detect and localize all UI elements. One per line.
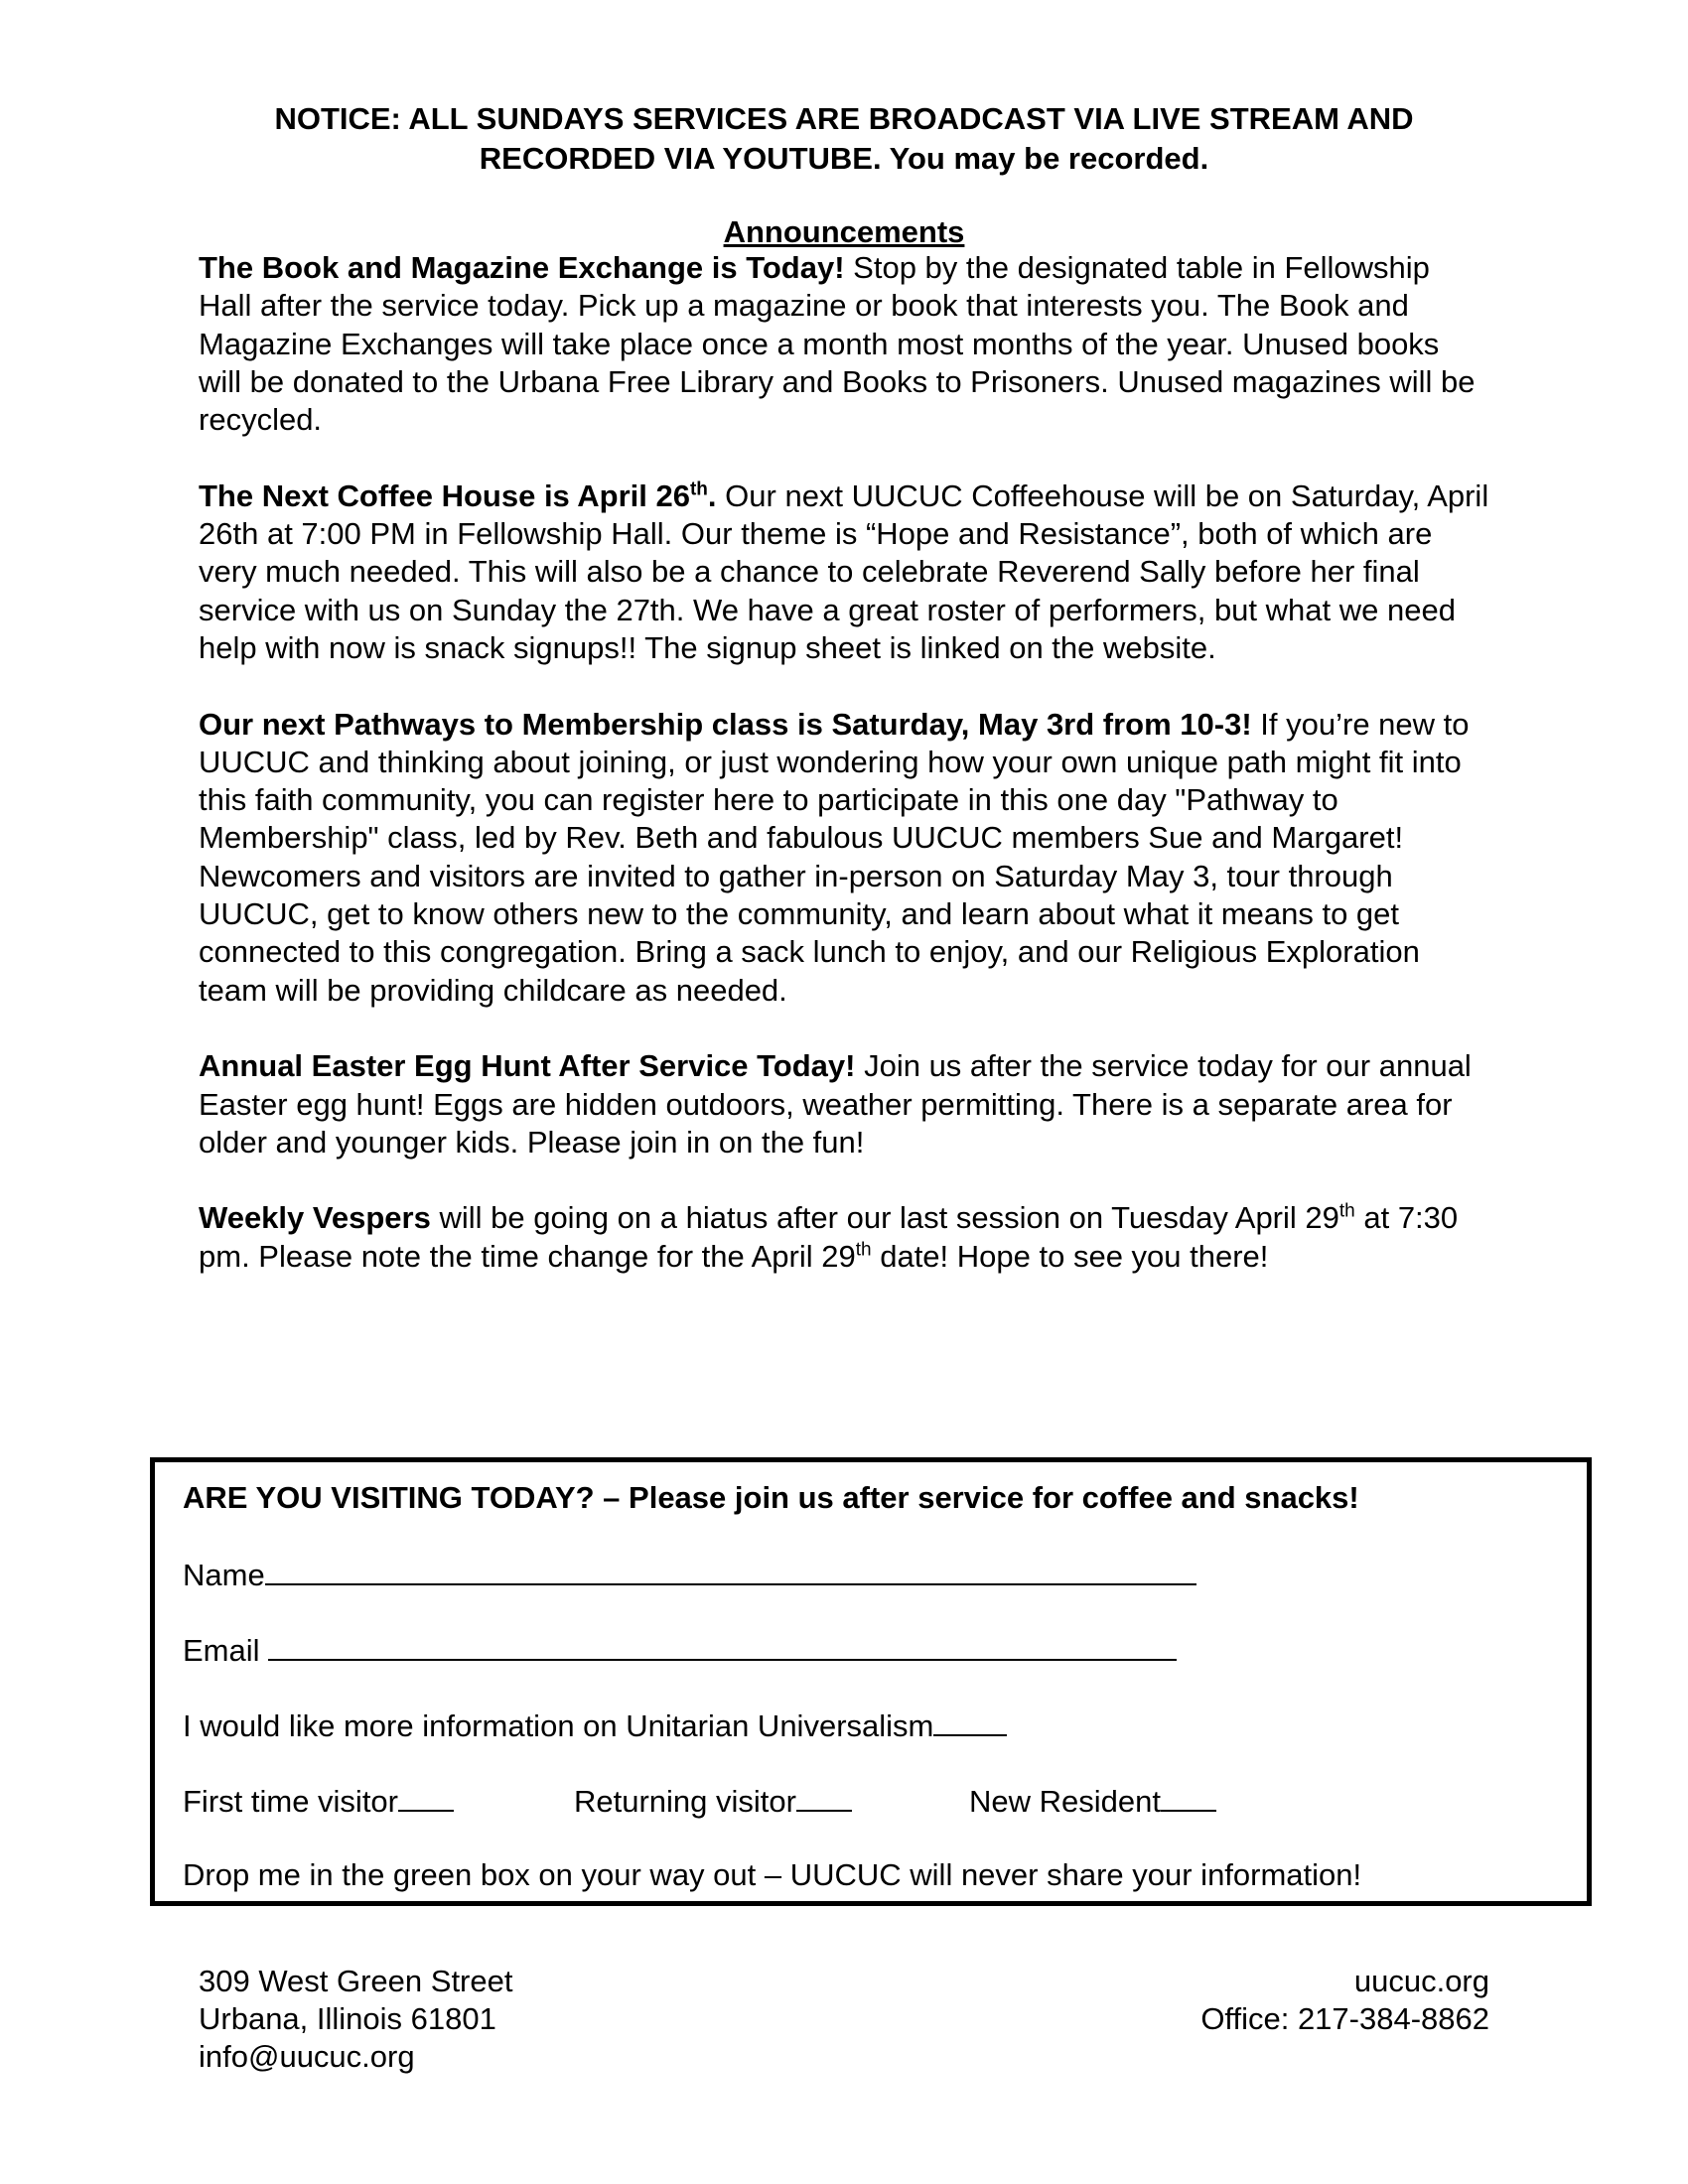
info-request-row	[183, 1705, 1007, 1746]
announcement-title-end: .	[707, 478, 717, 513]
notice-line-2: RECORDED VIA YOUTUBE. You may be recorded.	[479, 141, 1209, 176]
info-request-label: I would like more information on Unitarian Universalism	[183, 1708, 934, 1743]
new-resident-row	[969, 1780, 1216, 1822]
name-field-row	[183, 1554, 1196, 1595]
returning-blank[interactable]	[796, 1780, 852, 1812]
announcement-body: Join us after the service today for our annual Easter egg hunt! Eggs are hidden outdoors, weather permitting. There is a separate area for older and younger kids. Please join in on the fun!	[199, 1048, 1472, 1160]
announcement-pathways	[199, 706, 1489, 1010]
visitor-card-title: ARE YOU VISITING TODAY? – Please join us after service for coffee and snacks!	[183, 1480, 1359, 1515]
announcement-title	[199, 478, 717, 513]
address-street: 309 West Green Street	[199, 1964, 513, 1998]
drop-note: Drop me in the green box on your way out – UUCUC will never share your information!	[183, 1857, 1362, 1892]
announcements-heading: Announcements	[723, 214, 965, 249]
first-time-label: First time visitor	[183, 1784, 398, 1819]
church-contact	[1200, 1963, 1489, 2038]
ordinal-suffix: th	[689, 478, 708, 500]
announcement-body-a: will be going on a hiatus after our last session on Tuesday April 29	[430, 1200, 1339, 1236]
announcement-coffee-house	[199, 478, 1489, 667]
announcement-title: Our next Pathways to Membership class is Saturday, May 3rd from 10-3!	[199, 706, 1252, 742]
notice-line-1: NOTICE: ALL SUNDAYS SERVICES ARE BROADCAST VIA LIVE STREAM AND	[274, 101, 1414, 136]
email-field-blank[interactable]	[268, 1629, 1177, 1661]
announcement-title: Weekly Vespers	[199, 1200, 431, 1236]
visitor-type-row	[183, 1780, 454, 1822]
name-field-blank[interactable]	[265, 1554, 1196, 1585]
ordinal-suffix: th	[855, 1239, 872, 1261]
email-field-row	[183, 1629, 1177, 1671]
info-request-blank[interactable]	[933, 1705, 1007, 1736]
announcement-body-b: at 7:30 pm. Please note the time change for the April 29	[199, 1200, 1459, 1274]
contact-email: info@uucuc.org	[199, 2039, 415, 2074]
visitor-card	[150, 1457, 1592, 1906]
office-phone: Office: 217-384-8862	[1200, 2001, 1489, 2036]
new-resident-label: New Resident	[969, 1784, 1161, 1819]
email-label: Email	[183, 1633, 260, 1668]
website: uucuc.org	[1353, 1964, 1489, 1998]
announcement-body-c: date! Hope to see you there!	[871, 1238, 1269, 1274]
ordinal-suffix: th	[1338, 1201, 1355, 1223]
announcement-body: Stop by the designated table in Fellowship Hall after the service today. Pick up a magazine or book that interests you. The Book and Magazine Exchanges will take place once a month most months of the year. Unused books will be donated to the Urbana Free Library and Books to Prisoners. Unused magazines will be recycled.	[199, 250, 1476, 438]
announcement-title: Annual Easter Egg Hunt After Service Today!	[199, 1048, 856, 1084]
announcement-body: If you’re new to UUCUC and thinking about joining, or just wondering how your own unique path might fit into this faith community, you can register here to participate in this one day "Pathway to Membership" class, led by Rev. Beth and fabulous UUCUC members Sue and Margaret! Newcomers and visitors are invited to gather in-person on Saturday May 3, tour through UUCUC, get to know others new to the community, and learn about what it means to get connected to this congregation. Bring a sack lunch to enjoy, and our Religious Exploration team will be providing childcare as needed.	[199, 706, 1470, 1008]
announcements-list	[199, 249, 1489, 1313]
announcement-book-exchange	[199, 249, 1489, 439]
returning-label: Returning visitor	[574, 1784, 796, 1819]
church-address	[199, 1963, 512, 2076]
new-resident-blank[interactable]	[1161, 1780, 1216, 1812]
returning-row	[574, 1780, 852, 1822]
recording-notice	[149, 99, 1539, 179]
announcement-easter-egg-hunt	[199, 1047, 1489, 1161]
announcement-title: The Book and Magazine Exchange is Today!	[199, 250, 845, 285]
first-time-blank[interactable]	[398, 1780, 454, 1812]
announcement-vespers	[199, 1199, 1489, 1276]
announcement-body: Our next UUCUC Coffeehouse will be on Saturday, April 26th at 7:00 PM in Fellowship Hall. Our theme is “Hope and Resistance”, both of which are very much needed. This will also be a chance to celebrate Reverend Sally before her final service with us on Sunday the 27th. We have a great roster of performers, but what we need help with now is snack signups!! The signup sheet is linked on the website.	[199, 478, 1489, 665]
name-label: Name	[183, 1558, 265, 1592]
announcement-title-text: The Next Coffee House is April 26	[199, 478, 690, 513]
address-city: Urbana, Illinois 61801	[199, 2001, 496, 2036]
